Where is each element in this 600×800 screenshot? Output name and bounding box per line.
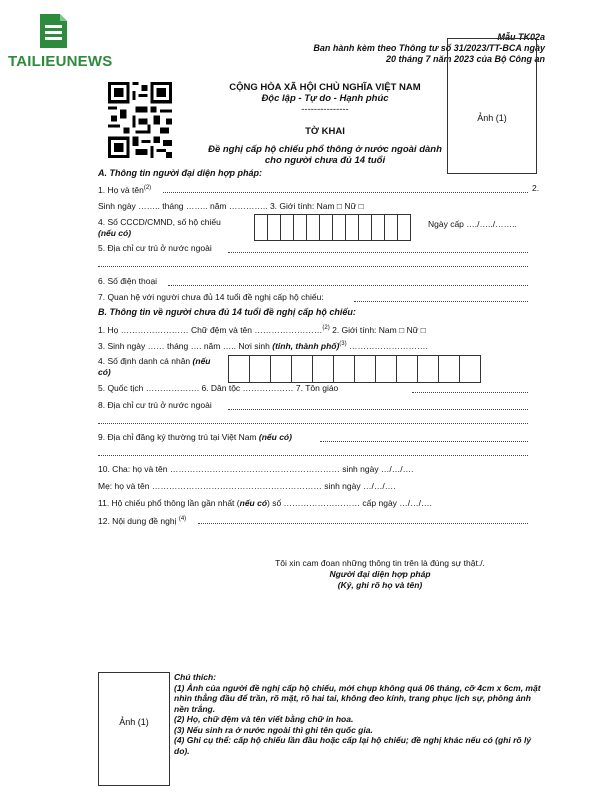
dotted-line [354,301,528,302]
form-code: Mẫu TK02a [497,32,545,42]
national-motto: Độc lập - Tự do - Hạnh phúc [261,93,389,104]
notes-title: Chú thích: [174,672,217,682]
field-note: (nếu có) [98,228,132,238]
dotted-line [412,392,528,393]
field-b1[interactable] [98,323,426,336]
national-header [200,82,450,115]
issued-line-2: 20 tháng 7 năm 2023 của Bộ Công an [385,54,545,64]
field-b3[interactable] [98,339,428,352]
section-b-heading: B. Thông tin về người chưa đủ 14 tuổi đề nghị cấp hộ chiếu: [98,307,356,317]
field-b10-mother[interactable]: Mẹ: họ và tên …………………………………………………… sinh ngày …/…/…. [98,481,396,491]
dotted-line [98,266,528,267]
field-note: (nếu có) [258,432,292,442]
footnote-ref: (4) [178,516,187,522]
commitment-statement: Tôi xin cam đoan những thông tin trên là đúng sự thật./. [275,558,485,568]
dotted-line [320,441,528,442]
field-label: 4. Số CCCD/CMND, số hộ chiếu [98,217,221,227]
form-subtitle [200,144,450,166]
footnote-ref: (3) [339,341,347,347]
field-note-2: có) [98,367,111,377]
field-a1[interactable] [98,183,151,196]
brand-logo-text: TAILIEUNEWS [8,53,113,70]
id-number-boxes[interactable] [254,214,411,241]
footnote-ref: (2) [322,325,330,331]
dotted-line [228,409,528,410]
dotted-line [228,252,528,253]
qr-code-icon [108,82,172,158]
field-note: (nếu [192,356,211,366]
field-a2-number: 2. [532,183,540,193]
note-3: (3) Nếu sinh ra ở nước ngoài thì ghi tên quốc gia. [174,724,373,735]
note-4: (4) Ghi cụ thể: cấp hộ chiếu lần đầu hoặc cấp lại hộ chiếu; đề nghị khác nếu có (ghi rõ lý do). [174,735,532,756]
field-b5-b7[interactable]: 5. Quốc tịch ………………. 6. Dân tộc ……………… 7. Tôn giáo [98,383,339,393]
field-text: ) số ……………………… cấp ngày …/…/…. [267,498,432,508]
field-label: 12. Nội dung đề nghị [98,515,177,526]
photo-label: Ảnh (1) [119,717,149,727]
field-b12[interactable] [98,514,186,527]
signer-title: Người đại diện hợp pháp [329,569,431,579]
subtitle-line-2: cho người chưa đủ 14 tuổi [264,155,386,166]
field-note: (tỉnh, thành phố) [272,340,340,351]
field-a5[interactable]: 5. Địa chỉ cư trú ở nước ngoài [98,243,212,253]
dotted-line [98,455,528,456]
photo-box-top [447,38,537,174]
subtitle-line-1: Đề nghị cấp hộ chiếu phổ thông ở nước ngoài dành [208,144,442,155]
field-b8[interactable]: 8. Địa chỉ cư trú ở nước ngoài [98,400,212,410]
field-b10-father[interactable]: 10. Cha: họ và tên …………………………………………………… sinh ngày …/…/…. [98,464,414,474]
field-b4-label [98,356,211,378]
field-a-dob-gender[interactable]: Sinh ngày …….. tháng …….. năm ………….. 3. Giới tính: Nam □ Nữ □ [98,201,364,211]
field-b2-gender: 2. Giới tính: Nam □ Nữ □ [332,324,426,335]
field-a6[interactable]: 6. Số điện thoại [98,276,158,286]
field-b11[interactable] [98,498,432,509]
field-a4-issue-date[interactable]: Ngày cấp …./…../…….. [428,219,517,229]
dotted-line [168,285,528,286]
field-b9[interactable] [98,432,292,443]
footnotes [174,672,546,756]
photo-box-bottom [98,672,170,786]
header-separator: --------------- [301,104,349,115]
field-text: 1. Họ …………………… Chữ đệm và tên …………………… [98,324,323,335]
photo-label: Ảnh (1) [477,113,507,123]
field-tail: ………………………. [349,340,428,351]
commitment-block [230,558,530,591]
note-1: (1) Ảnh của người đề nghị cấp hộ chiếu, mới chụp không quá 06 tháng, cỡ 4cm x 6cm, mặt nhìn thẳng đầu để trần, rõ mặt, rõ hai tai, không đeo kính, trang phục lịch sự, phông ảnh nền trắng. [174,682,541,714]
note-2: (2) Họ, chữ đệm và tên viết bằng chữ in hoa. [174,714,354,724]
field-text: 3. Sinh ngày …… tháng …. năm ….. Nơi sinh [98,340,270,351]
section-a-heading: A. Thông tin người đại diện hợp pháp: [98,168,262,178]
field-note: nếu có [239,498,268,508]
field-label: 1. Họ và tên [98,184,144,195]
issued-line-1: Ban hành kèm theo Thông tư số 31/2023/TT-BCA ngày [313,43,545,53]
field-a4-label [98,217,221,239]
footnote-ref: (2) [143,185,152,191]
field-text: 11. Hộ chiếu phổ thông lần gần nhất ( [98,498,240,508]
dotted-line [163,192,528,193]
signature-note: (Ký, ghi rõ họ và tên) [337,580,423,590]
field-label: 4. Số định danh cá nhân [98,356,191,366]
country-name: CỘNG HÒA XÃ HỘI CHỦ NGHĨA VIỆT NAM [229,82,421,93]
document-logo-icon [34,12,72,50]
form-title: TỜ KHAI [305,126,345,137]
field-a7[interactable]: 7. Quan hệ với người chưa đủ 14 tuổi đề nghị cấp hộ chiếu: [98,292,324,302]
field-label: 9. Địa chỉ đăng ký thường trú tại Việt Nam [98,432,257,442]
dotted-line [198,523,528,524]
personal-id-boxes[interactable] [228,355,481,383]
dotted-line [98,423,528,424]
